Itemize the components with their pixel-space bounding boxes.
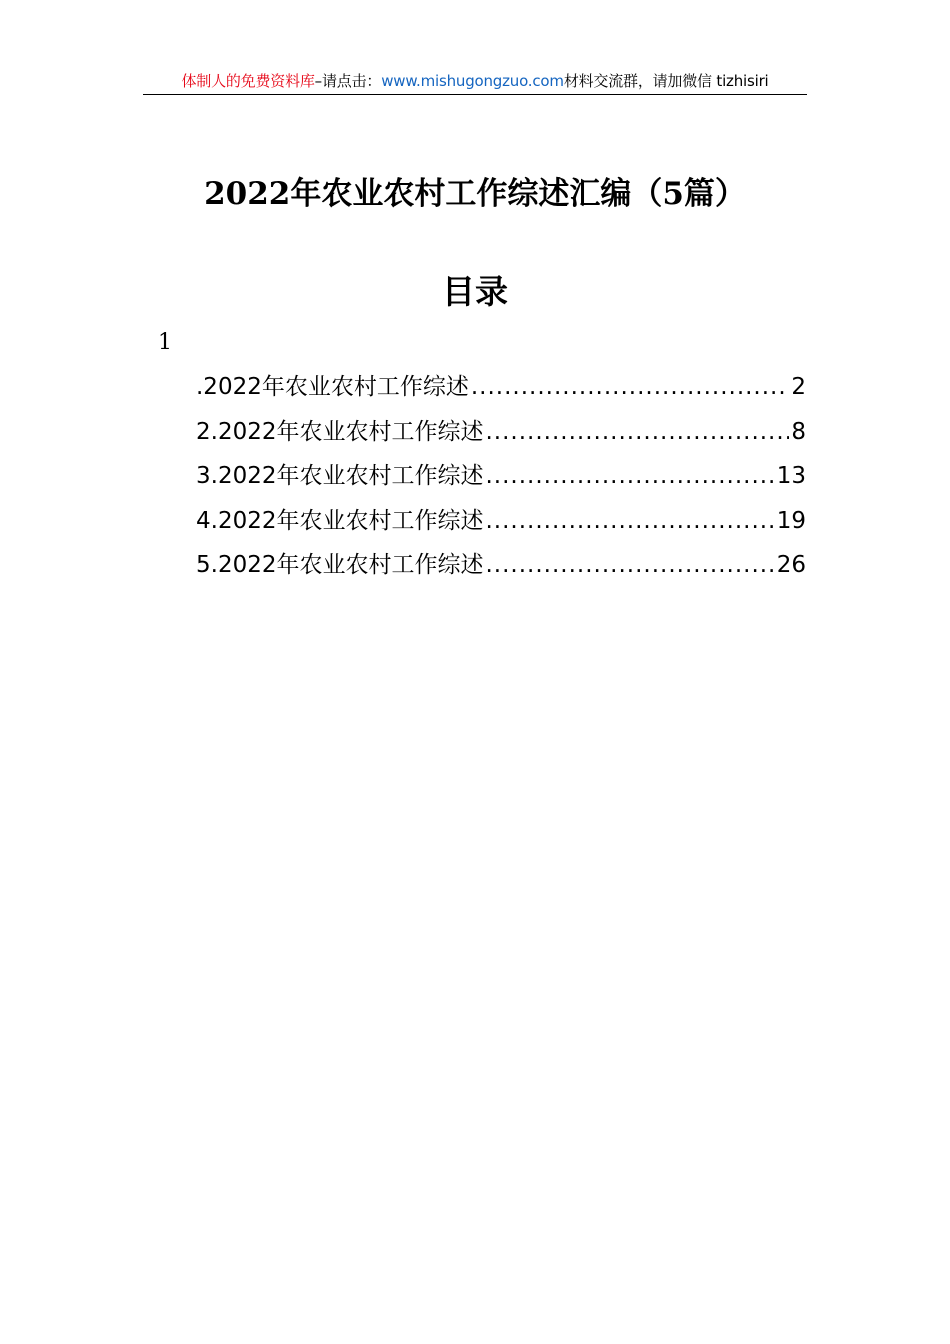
toc-dot-leader xyxy=(485,499,774,544)
toc-dot-leader xyxy=(485,543,774,588)
toc-entry-page: 26 xyxy=(776,552,806,578)
table-of-contents xyxy=(196,365,806,588)
toc-entry[interactable] xyxy=(196,499,806,544)
toc-lead-number: 1 xyxy=(158,330,172,355)
document-title: 2022年农业农村工作综述汇编（5篇） xyxy=(204,176,746,212)
toc-entry-title: 2.2022年农业农村工作综述 xyxy=(196,418,484,445)
toc-entry[interactable] xyxy=(196,543,806,588)
toc-entry[interactable] xyxy=(196,365,806,410)
toc-entry-title: 3.2022年农业农村工作综述 xyxy=(196,463,484,489)
toc-entry-page: 8 xyxy=(791,418,806,445)
header-prompt: –请点击： xyxy=(314,72,382,90)
toc-entry-page: 2 xyxy=(791,374,806,400)
header-url-link[interactable]: www.mishugongzuo.com xyxy=(381,72,564,90)
toc-dot-leader xyxy=(471,365,790,410)
toc-entry-title: 5.2022年农业农村工作综述 xyxy=(196,552,484,578)
toc-dot-leader xyxy=(485,454,774,499)
header-note: 材料交流群，请加微信 tizhisiri xyxy=(563,72,769,90)
toc-entry-page: 19 xyxy=(776,507,806,534)
toc-entry-title: 4.2022年农业农村工作综述 xyxy=(196,507,484,534)
page-header xyxy=(143,68,807,95)
toc-heading: 目录 xyxy=(442,272,508,311)
toc-entry-page: 13 xyxy=(776,463,806,489)
toc-dot-leader xyxy=(485,410,789,455)
toc-entry[interactable] xyxy=(196,454,806,499)
toc-entry-title: .2022年农业农村工作综述 xyxy=(196,374,469,400)
header-brand: 体制人的免费资料库 xyxy=(181,72,315,90)
toc-entry[interactable] xyxy=(196,410,806,455)
